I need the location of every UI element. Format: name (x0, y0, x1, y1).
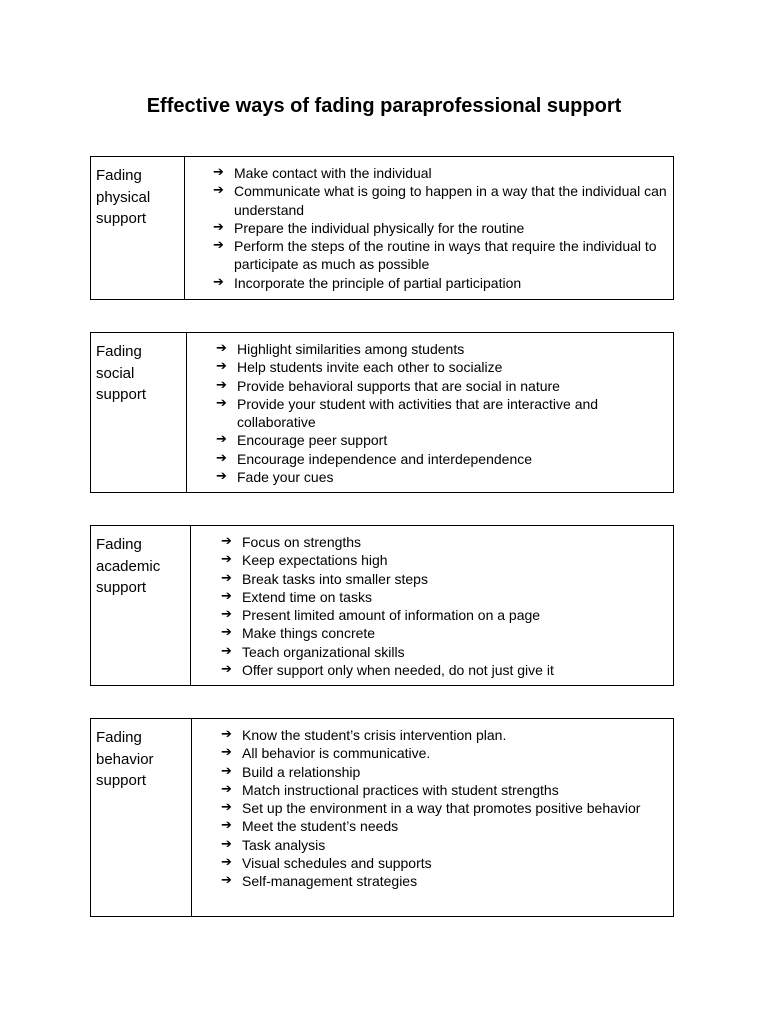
list-item (221, 799, 673, 817)
list-item (221, 781, 673, 799)
list-item (213, 237, 673, 274)
section-items (192, 719, 673, 916)
list-item (221, 763, 673, 781)
list-item (216, 358, 673, 376)
list-item-text: Make things concrete (242, 625, 376, 642)
arrow-right-icon: ➔ (216, 359, 227, 375)
list-item-text: Offer support only when needed, do not just give it (242, 662, 554, 679)
list-item (216, 450, 673, 468)
section-label-line: behavior (96, 750, 154, 768)
list-item (221, 643, 673, 661)
list-item-text: Match instructional practices with student strengths (242, 781, 559, 798)
list-item (221, 551, 673, 569)
section-label-line: Fading (96, 729, 142, 746)
section-label-line: support (96, 210, 147, 227)
section-items (185, 157, 673, 299)
section-social-support (90, 332, 674, 493)
arrow-right-icon: ➔ (221, 534, 232, 549)
section-behavior-support (90, 718, 674, 917)
arrow-right-icon: ➔ (221, 552, 232, 568)
list-item-text: Highlight similarities among students (237, 341, 465, 357)
section-label-line: support (96, 772, 147, 789)
list-item (221, 570, 673, 588)
arrow-right-icon: ➔ (221, 800, 232, 816)
list-item-text: Help students invite each other to socialize (237, 359, 503, 376)
list-item-text: Break tasks into smaller steps (242, 570, 428, 587)
section-label-line: support (96, 386, 147, 403)
section-academic-support (90, 525, 674, 686)
list-item-text: Set up the environment in a way that promotes positive behavior (242, 800, 641, 817)
list-item-text: All behavior is communicative. (242, 745, 431, 762)
arrow-right-icon: ➔ (221, 763, 232, 779)
arrow-right-icon: ➔ (216, 377, 227, 393)
arrow-right-icon: ➔ (216, 395, 227, 411)
list-item (221, 661, 673, 679)
section-label-line: Fading (96, 167, 142, 184)
list-item-text: Present limited amount of information on a page (242, 607, 541, 624)
list-item-text: Focus on strengths (242, 534, 362, 550)
section-physical-support (90, 156, 674, 300)
list-item (221, 533, 673, 551)
list-item-text: Incorporate the principle of partial participation (234, 274, 522, 291)
list-item-text: Fade your cues (237, 469, 334, 486)
section-label (91, 333, 187, 492)
arrow-right-icon: ➔ (216, 450, 227, 466)
list-item (216, 431, 673, 449)
section-label (91, 719, 192, 916)
section-label (91, 157, 185, 299)
arrow-right-icon: ➔ (221, 781, 232, 797)
list-item-text: Build a relationship (242, 763, 361, 780)
page-title: Effective ways of fading paraprofessional support (146, 95, 622, 117)
list-item-text: Make contact with the individual (234, 165, 432, 181)
item-list (216, 340, 673, 486)
list-item-text: Task analysis (242, 836, 326, 853)
section-label-line: Fading (96, 343, 142, 360)
arrow-right-icon: ➔ (216, 341, 227, 356)
list-item-text: Provide your student with activities that are interactive and collaborative (237, 395, 599, 431)
list-item (221, 817, 673, 835)
arrow-right-icon: ➔ (221, 855, 232, 871)
section-label-line: support (96, 579, 147, 596)
arrow-right-icon: ➔ (221, 818, 232, 834)
arrow-right-icon: ➔ (216, 432, 227, 448)
arrow-right-icon: ➔ (221, 643, 232, 659)
list-item (221, 872, 673, 890)
list-item-text: Provide behavioral supports that are social in nature (237, 377, 560, 394)
list-item-text: Self-management strategies (242, 873, 418, 890)
list-item (213, 219, 673, 237)
section-items (187, 333, 673, 492)
list-item (216, 340, 673, 358)
arrow-right-icon: ➔ (221, 836, 232, 852)
item-list (221, 726, 673, 891)
arrow-right-icon: ➔ (221, 873, 232, 889)
list-item-text: Know the student’s crisis intervention plan. (242, 727, 507, 743)
item-list (213, 164, 673, 292)
arrow-right-icon: ➔ (213, 219, 224, 235)
arrow-right-icon: ➔ (216, 469, 227, 485)
list-item (221, 836, 673, 854)
list-item (221, 606, 673, 624)
list-item-text: Perform the steps of the routine in ways that require the individual to participate as much as possible (234, 238, 657, 273)
arrow-right-icon: ➔ (221, 727, 232, 742)
section-label-line: physical (96, 188, 151, 206)
section-items (191, 526, 673, 685)
arrow-right-icon: ➔ (221, 570, 232, 586)
list-item (213, 274, 673, 292)
list-item-text: Communicate what is going to happen in a way that the individual can understand (234, 183, 667, 218)
list-item (221, 744, 673, 762)
list-item-text: Keep expectations high (242, 552, 388, 569)
list-item (213, 182, 673, 219)
list-item-text: Encourage peer support (237, 432, 388, 449)
list-item (221, 854, 673, 872)
arrow-right-icon: ➔ (221, 607, 232, 623)
section-label (91, 526, 191, 685)
list-item-text: Teach organizational skills (242, 643, 405, 660)
arrow-right-icon: ➔ (213, 274, 224, 290)
list-item-text: Prepare the individual physically for the routine (234, 219, 525, 236)
list-item (221, 624, 673, 642)
list-item-text: Encourage independence and interdependence (237, 450, 533, 467)
section-label-line: Fading (96, 536, 142, 553)
arrow-right-icon: ➔ (221, 662, 232, 678)
section-label-line: academic (96, 557, 161, 575)
arrow-right-icon: ➔ (221, 745, 232, 761)
list-item (216, 468, 673, 486)
arrow-right-icon: ➔ (221, 625, 232, 641)
list-item (216, 377, 673, 395)
list-item-text: Visual schedules and supports (242, 855, 432, 872)
arrow-right-icon: ➔ (213, 183, 224, 199)
list-item-text: Extend time on tasks (242, 588, 372, 605)
item-list (221, 533, 673, 679)
arrow-right-icon: ➔ (213, 238, 224, 254)
section-label-line: social (96, 364, 135, 382)
list-item-text: Meet the student’s needs (242, 818, 399, 835)
list-item (216, 395, 673, 432)
arrow-right-icon: ➔ (221, 588, 232, 604)
list-item (213, 164, 673, 182)
arrow-right-icon: ➔ (213, 165, 224, 180)
list-item (221, 726, 673, 744)
list-item (221, 588, 673, 606)
